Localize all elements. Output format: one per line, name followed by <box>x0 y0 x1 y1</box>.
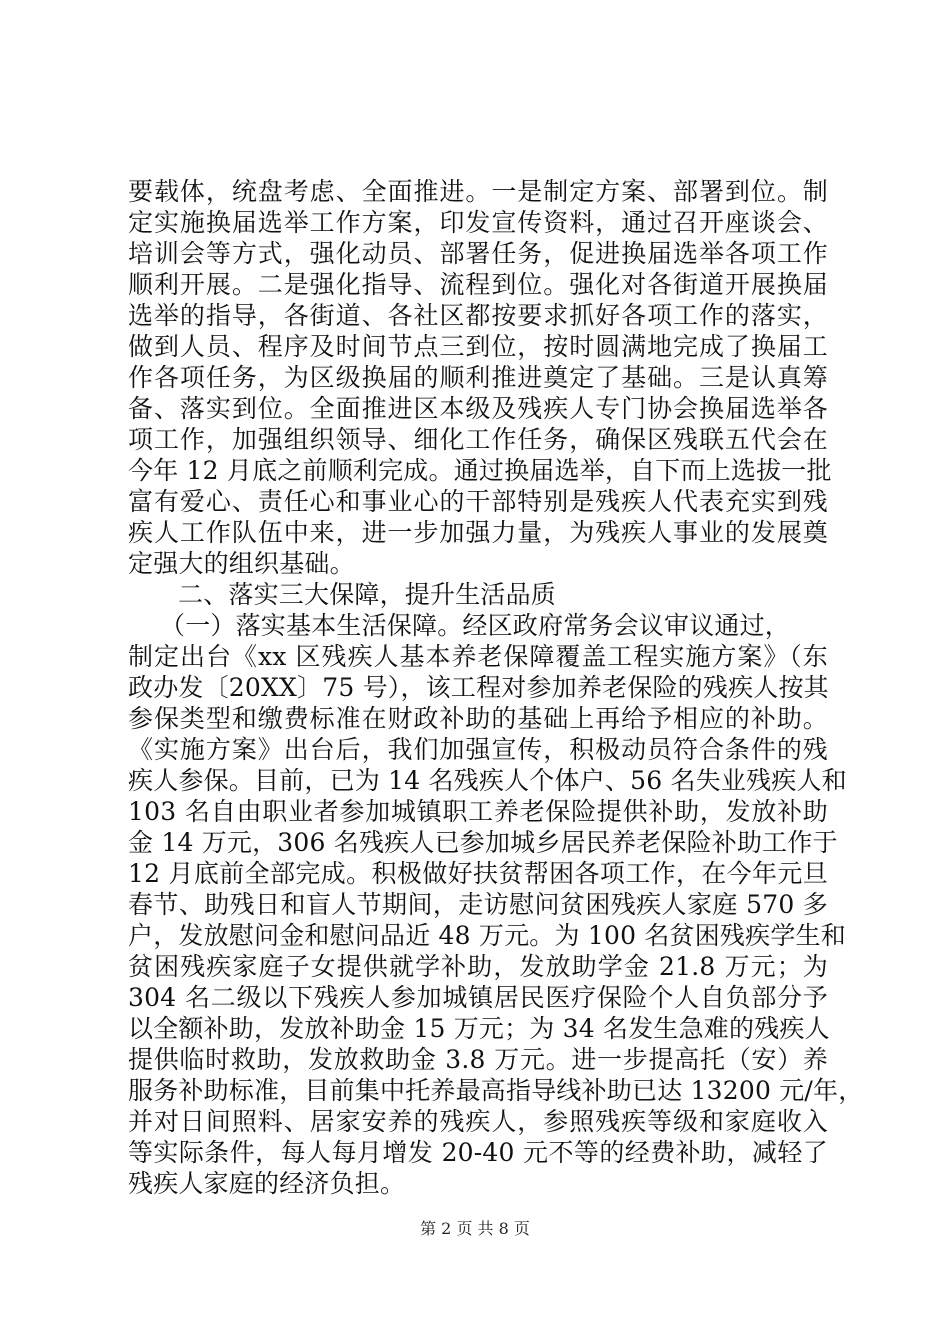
text-line: 服务补助标准，目前集中托养最高指导线补助已达 13200 元/年， <box>128 1076 864 1105</box>
text-line: 参保类型和缴费标准在财政补助的基础上再给予相应的补助。 <box>128 704 828 733</box>
text-line: 贫困残疾家庭子女提供就学补助，发放助学金 21.8 万元；为 <box>128 952 828 981</box>
text-line: 项工作，加强组织领导、细化工作任务，确保区残联五代会在 <box>128 425 828 454</box>
text-line: 12 月底前全部完成。积极做好扶贫帮困各项工作，在今年元旦 <box>128 859 828 888</box>
text-line: 疾人工作队伍中来，进一步加强力量，为残疾人事业的发展奠 <box>128 518 828 547</box>
text-line: 304 名二级以下残疾人参加城镇居民医疗保险个人自负部分予 <box>128 983 828 1012</box>
text-line: 培训会等方式，强化动员、部署任务，促进换届选举各项工作 <box>128 239 828 268</box>
text-line: 定强大的组织基础。 <box>128 549 355 578</box>
text-line: 等实际条件，每人每月增发 20-40 元不等的经费补助，减轻了 <box>128 1138 828 1167</box>
text-line: 《实施方案》出台后，我们加强宣传，积极动员符合条件的残 <box>128 735 828 764</box>
text-line: 作各项任务，为区级换届的顺利推进奠定了基础。三是认真筹 <box>128 363 828 392</box>
section-heading: 二、落实三大保障，提升生活品质 <box>178 580 557 609</box>
subsection-heading: （一）落实基本生活保障。经区政府常务会议审议通过， <box>160 611 791 640</box>
text-line: 制定出台《xx 区残疾人基本养老保障覆盖工程实施方案》（东 <box>128 642 828 671</box>
text-line: 做到人员、程序及时间节点三到位，按时圆满地完成了换届工 <box>128 332 828 361</box>
text-line: 富有爱心、责任心和事业心的干部特别是残疾人代表充实到残 <box>128 487 828 516</box>
text-line: 备、落实到位。全面推进区本级及残疾人专门协会换届选举各 <box>128 394 828 423</box>
text-line: 选举的指导，各街道、各社区都按要求抓好各项工作的落实， <box>128 301 828 330</box>
text-line: 并对日间照料、居家安养的残疾人，参照残疾等级和家庭收入 <box>128 1107 828 1136</box>
text-line: 政办发〔20XX〕75 号），该工程对参加养老保险的残疾人按其 <box>128 673 829 702</box>
text-line: 103 名自由职业者参加城镇职工养老保险提供补助，发放补助 <box>128 797 828 826</box>
page-footer: 第 2 页 共 8 页 <box>420 1219 530 1238</box>
text-line: 残疾人家庭的经济负担。 <box>128 1169 406 1198</box>
text-line: 要载体，统盘考虑、全面推进。一是制定方案、部署到位。制 <box>128 177 828 206</box>
text-line: 以全额补助，发放补助金 15 万元；为 34 名发生急难的残疾人 <box>128 1014 830 1043</box>
text-line: 今年 12 月底之前顺利完成。通过换届选举，自下而上选拔一批 <box>128 456 832 485</box>
document-body <box>128 176 864 1199</box>
text-line: 春节、助残日和盲人节期间，走访慰问贫困残疾人家庭 570 多 <box>128 890 828 919</box>
text-line: 户，发放慰问金和慰问品近 48 万元。为 100 名贫困残疾学生和 <box>128 921 846 950</box>
text-line: 疾人参保。目前，已为 14 名残疾人个体户、56 名失业残疾人和 <box>128 766 847 795</box>
text-line: 顺利开展。二是强化指导、流程到位。强化对各街道开展换届 <box>128 270 828 299</box>
text-line: 定实施换届选举工作方案，印发宣传资料，通过召开座谈会、 <box>128 208 828 237</box>
text-line: 提供临时救助，发放救助金 3.8 万元。进一步提高托（安）养 <box>128 1045 828 1074</box>
text-line: 金 14 万元，306 名残疾人已参加城乡居民养老保险补助工作于 <box>128 828 838 857</box>
